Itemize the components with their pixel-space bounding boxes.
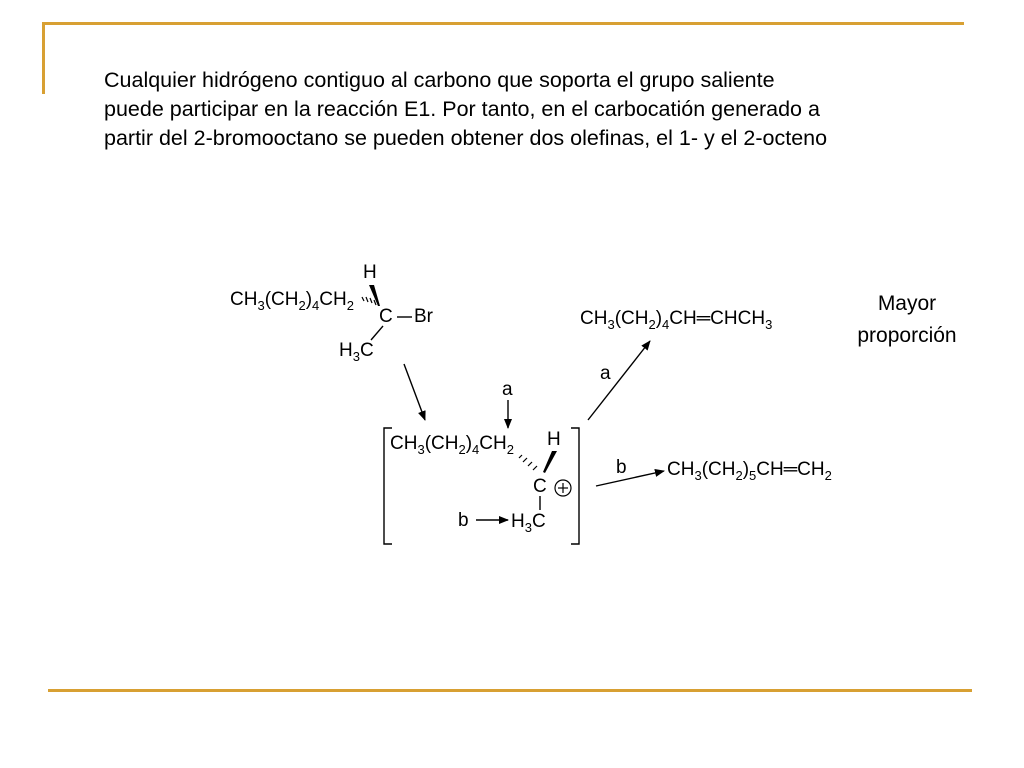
path-a-top-label: a [502, 379, 513, 400]
reactant-c-label: C [379, 306, 393, 327]
arrow-to-product-a [588, 341, 650, 420]
note-line-1: Mayor [877, 292, 937, 315]
major-proportion-note [822, 288, 992, 352]
carbocation-chain-label: $CH_3(CH_2)_4CH_2$ [390, 433, 514, 457]
reactant-br-label: Br [414, 306, 433, 327]
intro-line-1: Cualquier hidrógeno contiguo al carbono que soporta el grupo saliente [104, 68, 775, 92]
note-line-2: proporción [857, 324, 957, 347]
path-b-left-label: b [458, 510, 469, 531]
reactant-c-ch3-bond [371, 326, 383, 340]
intro-line-3: partir del 2-bromooctano se pueden obtener dos olefinas, el 1- y el 2-octeno [104, 126, 828, 150]
intro-line-2: puede participar en la reacción E1. Por tanto, en el carbocatión generado a [104, 97, 820, 121]
reactant-methyl-label: $H_3C$ [339, 340, 374, 364]
arrow-to-product-b [596, 471, 664, 486]
product-a-2-octene: $CH_3(CH_2)_4CH═CHCH_3$ [580, 308, 773, 332]
reactant-hashed-bond [362, 297, 376, 305]
product-b-1-octene: $CH_3(CH_2)_5CH═CH_2$ [667, 459, 832, 483]
carbocation-c-label: C [533, 476, 547, 497]
right-bracket [571, 428, 579, 544]
reactant-h-label: H [363, 262, 377, 283]
reactant-chain-label: $CH_3(CH_2)_4CH_2$ [230, 289, 354, 313]
carbocation-hashed-bond [519, 455, 537, 470]
carbocation-wedge-bond-h [543, 451, 557, 473]
carbocation-methyl-label: $H_3C$ [511, 511, 546, 535]
carbocation-h-label: H [547, 429, 561, 450]
path-a-arrow-label: a [600, 363, 611, 384]
ionization-arrow [404, 364, 425, 420]
path-b-arrow-label: b [616, 457, 627, 478]
